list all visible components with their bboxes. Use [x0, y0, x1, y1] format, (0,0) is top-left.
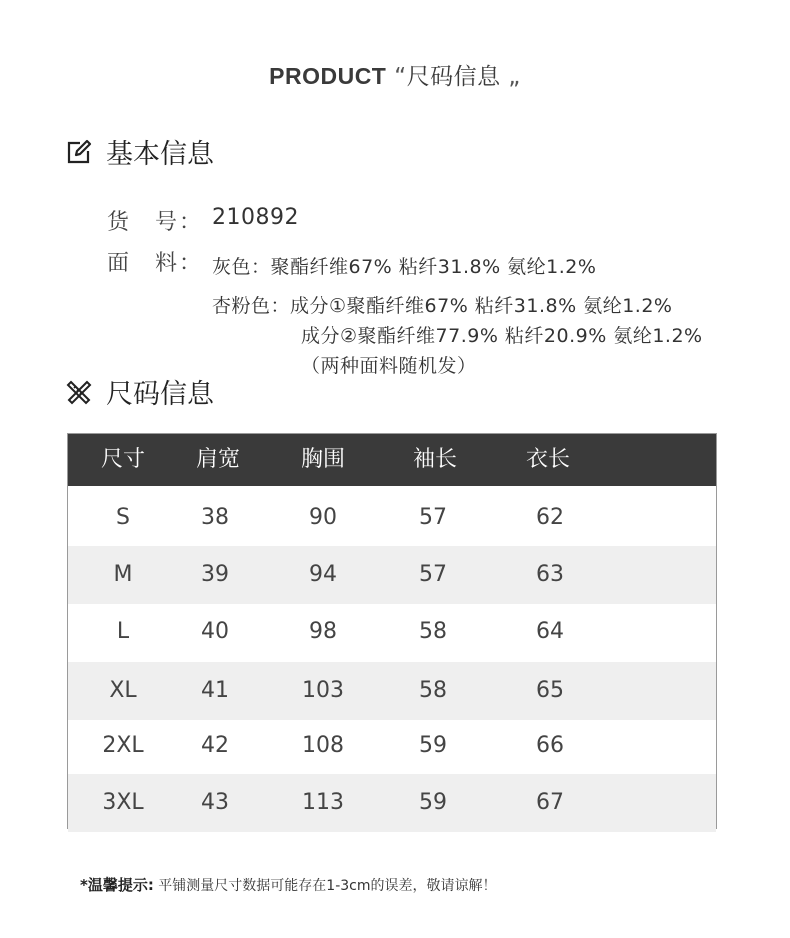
cell-shoulder: 38: [201, 505, 229, 530]
title-english: PRODUCT: [269, 63, 387, 89]
cell-chest: 103: [302, 678, 344, 703]
table-row: [68, 717, 716, 775]
fabric-line-apricot: 杏粉色：成分①聚酯纤维67% 粘纤31.8% 氨纶1.2%: [212, 295, 673, 317]
table-row: [68, 774, 716, 832]
table-row: [68, 489, 716, 547]
cell-sleeve: 58: [419, 678, 447, 703]
sku-label: 货 号：: [107, 210, 204, 235]
close-quote: „: [508, 64, 521, 90]
edit-icon: [66, 139, 92, 165]
fabric-line-grey: 灰色：聚酯纤维67% 粘纤31.8% 氨纶1.2%: [212, 256, 597, 278]
ruler-cross-icon: [66, 379, 92, 405]
cell-shoulder: 40: [201, 619, 229, 644]
measurement-tip: [80, 874, 497, 895]
cell-length: 64: [536, 619, 564, 644]
sku-value: 210892: [212, 205, 299, 230]
cell-sleeve: 59: [419, 790, 447, 815]
cell-shoulder: 41: [201, 678, 229, 703]
col-size: 尺寸: [100, 447, 145, 472]
title-chinese: 尺码信息: [406, 64, 501, 90]
size-info-heading: [66, 372, 214, 411]
cell-size: M: [113, 562, 133, 587]
cell-shoulder: 39: [201, 562, 229, 587]
col-sleeve: 袖长: [412, 447, 457, 472]
cell-length: 66: [536, 733, 564, 758]
cell-length: 63: [536, 562, 564, 587]
tip-lead: *温馨提示:: [80, 876, 154, 894]
fabric-label: 面 料：: [107, 251, 204, 276]
cell-chest: 113: [302, 790, 344, 815]
cell-sleeve: 57: [419, 562, 447, 587]
cell-length: 62: [536, 505, 564, 530]
table-row: [68, 546, 716, 604]
size-table: [67, 433, 717, 829]
col-length: 衣长: [525, 447, 570, 472]
cell-shoulder: 43: [201, 790, 229, 815]
cell-size: 2XL: [102, 733, 144, 758]
cell-sleeve: 58: [419, 619, 447, 644]
cell-chest: 94: [309, 562, 337, 587]
cell-length: 67: [536, 790, 564, 815]
size-info-title: 尺码信息: [106, 379, 214, 410]
cell-size: 3XL: [102, 790, 144, 815]
cell-size: S: [116, 505, 130, 530]
cell-size: L: [116, 619, 130, 644]
cell-sleeve: 57: [419, 505, 447, 530]
table-header: [68, 434, 716, 486]
cell-length: 65: [536, 678, 564, 703]
table-row: [68, 662, 716, 720]
basic-info-heading: [66, 132, 214, 171]
open-quote: “: [394, 64, 407, 90]
cell-sleeve: 59: [419, 733, 447, 758]
fabric-line-note: （两种面料随机发）: [301, 355, 477, 377]
basic-info-title: 基本信息: [106, 139, 214, 170]
fabric-line-option2: 成分②聚酯纤维77.9% 粘纤20.9% 氨纶1.2%: [301, 325, 703, 347]
table-row: [68, 603, 716, 661]
cell-chest: 108: [302, 733, 344, 758]
tip-text: 平铺测量尺寸数据可能存在1-3cm的误差，敬请谅解！: [158, 878, 497, 894]
cell-chest: 98: [309, 619, 337, 644]
col-chest: 胸围: [300, 447, 345, 472]
cell-shoulder: 42: [201, 733, 229, 758]
col-shoulder: 肩宽: [195, 447, 240, 472]
cell-size: XL: [109, 678, 137, 703]
cell-chest: 90: [309, 505, 337, 530]
page-title: [0, 58, 790, 91]
